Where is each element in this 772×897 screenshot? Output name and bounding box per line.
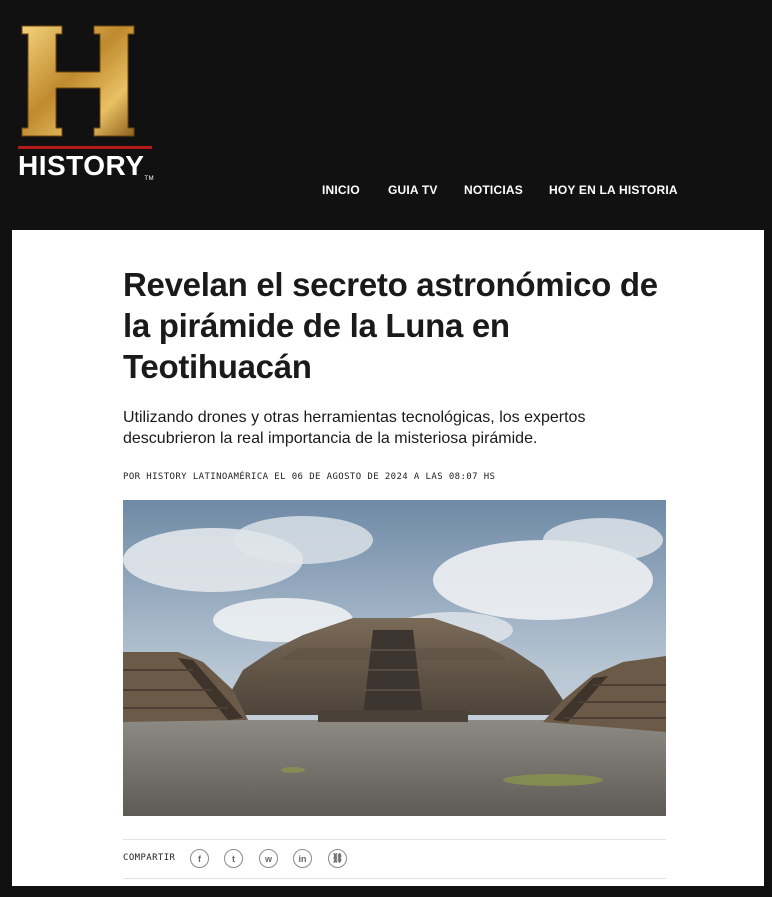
article-title: Revelan el secreto astronómico de la pirámide de la Luna en Teotihuacán (123, 266, 658, 385)
nav-inicio[interactable]: INICIO (322, 183, 360, 197)
linkedin-icon[interactable]: in (293, 849, 312, 868)
logo-underline (18, 146, 152, 149)
main-nav (0, 183, 772, 199)
twitter-icon[interactable]: t (224, 849, 243, 868)
share-label: COMPARTIR (123, 853, 176, 863)
nav-guia-tv[interactable]: GUIA TV (388, 183, 438, 197)
h-logo-icon (18, 22, 138, 140)
pyramid-illustration (123, 500, 666, 816)
article-subtitle: Utilizando drones y otras herramientas tecnológicas, los expertos descubrieron la real importancia de la misteriosa pirámide. (123, 409, 586, 447)
nav-hoy-en-la-historia[interactable]: HOY EN LA HISTORIA (549, 183, 678, 197)
logo-wordmark: HISTORYTM (18, 150, 155, 182)
whatsapp-icon[interactable]: w (259, 849, 278, 868)
nav-noticias[interactable]: NOTICIAS (464, 183, 523, 197)
facebook-icon[interactable]: f (190, 849, 209, 868)
article-byline: POR HISTORY LATINOAMÉRICA EL 06 DE AGOSTO DE 2024 A LAS 08:07 HS (123, 472, 496, 482)
site-header (0, 0, 772, 230)
link-icon[interactable]: ⛓ (328, 849, 347, 868)
article-card (12, 230, 764, 886)
share-bar (123, 839, 666, 879)
history-logo[interactable] (18, 22, 158, 187)
hero-image-pyramid (123, 500, 666, 816)
